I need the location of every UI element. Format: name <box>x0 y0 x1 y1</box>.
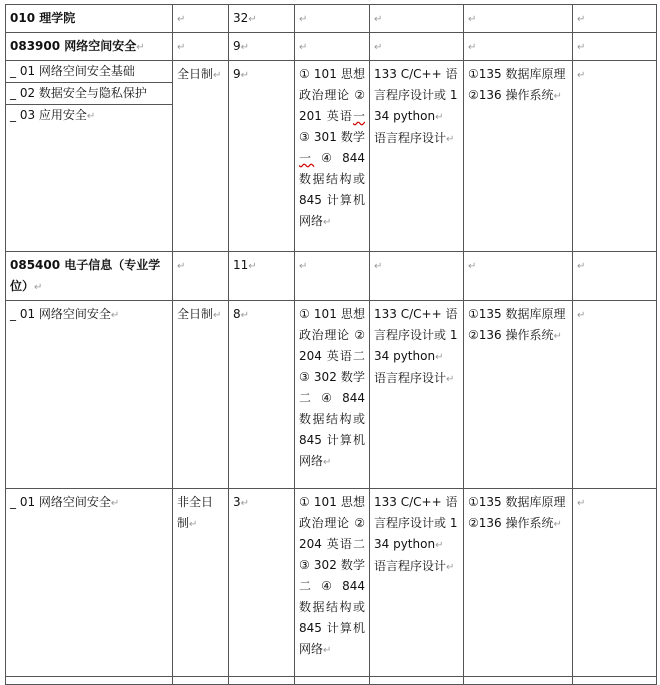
study-mode: 非全日制↵ <box>173 489 229 677</box>
enrollment-count: 32↵ <box>229 5 295 33</box>
program-table <box>5 4 657 685</box>
study-mode: 全日制↵ <box>173 301 229 489</box>
direction-item: _ 02 数据安全与隐私保护 <box>6 83 172 105</box>
enrollment-count: 8↵ <box>229 301 295 489</box>
retest-subjects: 133 C/C++ 语言程序设计或 134 python↵ 语言程序设计↵ <box>370 301 464 489</box>
retest-subjects: 133 C/C++ 语言程序设计或 134 python↵ 语言程序设计↵ <box>370 61 464 252</box>
research-direction: _ 01 网络空间安全↵ <box>6 301 173 489</box>
research-directions <box>6 61 173 252</box>
enrollment-count: 11↵ <box>229 252 295 301</box>
enrollment-count: 9↵ <box>229 33 295 61</box>
major-name: 083900 网络空间安全↵ <box>6 33 173 61</box>
table-row: _ 01 网络空间安全↵ 全日制↵ 8↵ ① 101 思想政治理论 ② 204 英语二 ③ 302 数学二 ④ 844 数据结构或 845 计算机网络↵ 133 C/C++ 语言程序设计或 134 python↵ 语言程序设计↵ ①135 数据库原理 ②136 操作系统↵ ↵ <box>6 301 657 489</box>
research-direction: _ 01 网络空间安全↵ <box>6 489 173 677</box>
direction-item: _ 03 应用安全↵ <box>10 108 96 122</box>
table-row: _ 01 网络空间安全基础 _ 02 数据安全与隐私保护 _ 03 应用安全↵ 全日制↵ 9↵ ① 101 思想政治理论 ② 201 英语一 ③ 301 数学一 ④ 844 数据结构或 845 计算机网络↵ 133 C/C++ 语言程序设计或 134 python↵ 语言程序设计↵ ①135 数据库原理 ②136 操作系统↵ ↵ <box>6 61 657 252</box>
table-row-cutoff <box>6 677 657 685</box>
retest-subjects: 133 C/C++ 语言程序设计或 134 python↵ 语言程序设计↵ <box>370 489 464 677</box>
enrollment-count: 9↵ <box>229 61 295 252</box>
table-row: _ 01 网络空间安全↵ 非全日制↵ 3↵ ① 101 思想政治理论 ② 204 英语二 ③ 302 数学二 ④ 844 数据结构或 845 计算机网络↵ 133 C/C++ 语言程序设计或 134 python↵ 语言程序设计↵ ①135 数据库原理 ②136 操作系统↵ ↵ <box>6 489 657 677</box>
major-name: 085400 电子信息（专业学位）↵ <box>6 252 173 301</box>
study-mode: 全日制↵ <box>173 61 229 252</box>
enrollment-count: 3↵ <box>229 489 295 677</box>
additional-subjects: ①135 数据库原理 ②136 操作系统↵ <box>464 301 573 489</box>
direction-item: _ 01 网络空间安全基础 <box>6 61 172 83</box>
exam-subjects: ① 101 思想政治理论 ② 204 英语二 ③ 302 数学二 ④ 844 数据结构或 845 计算机网络↵ <box>295 301 370 489</box>
additional-subjects: ①135 数据库原理 ②136 操作系统↵ <box>464 61 573 252</box>
exam-subjects: ① 101 思想政治理论 ② 201 英语一 ③ 301 数学一 ④ 844 数据结构或 845 计算机网络↵ <box>295 61 370 252</box>
additional-subjects: ①135 数据库原理 ②136 操作系统↵ <box>464 489 573 677</box>
table-row: 085400 电子信息（专业学位）↵ ↵ 11↵ ↵ ↵ ↵ ↵ <box>6 252 657 301</box>
table-row: 010 理学院 ↵ 32↵ ↵ ↵ ↵ ↵ <box>6 5 657 33</box>
table-row: 083900 网络空间安全↵ ↵ 9↵ ↵ ↵ ↵ ↵ <box>6 33 657 61</box>
college-name: 010 理学院 <box>6 5 173 33</box>
exam-subjects: ① 101 思想政治理论 ② 204 英语二 ③ 302 数学二 ④ 844 数据结构或 845 计算机网络↵ <box>295 489 370 677</box>
